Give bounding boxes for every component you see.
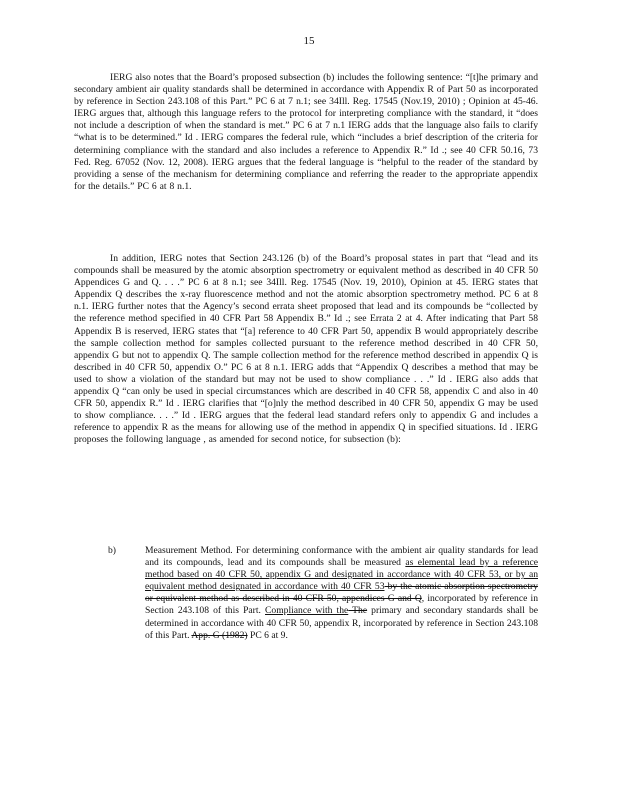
proposed-amendment xyxy=(145,545,538,642)
amendment-standards: primary and secondary standards shall be determined in accordance with 40 CFR 50, appendix R, incorporated by reference in Section 243.108 of this Part. xyxy=(145,605,538,641)
inserted-text-compliance: Compliance with the xyxy=(265,605,349,617)
page-number: 15 xyxy=(303,35,315,47)
deleted-text-the: The xyxy=(348,605,368,617)
deleted-text-method: by the atomic absorption spectrometry or equivalent method as described in 40 CFR 50, appendices G and Q xyxy=(145,581,538,605)
paragraph-ierg-notes: IERG also notes that the Board’s proposed subsection (b) includes the following sentence: “[t]he primary and secondary ambient air quality standards shall be determined in accordance with Appendix R of Part 50 as incorporated by reference in Section 243.108 of this Part.” PC 6 at 7 n.1; see 34Ill. Reg. 17545 (Nov.19, 2010) ; Opinion at 45-46. IERG argues that, although this language refers to the protocol for interpreting compliance with the standard, it “does not include a description of when the standard is met.” PC 6 at 7 n.1 IERG adds that the language also fails to clarify “what is to be determined.” Id . IERG compares the federal rule, which “includes a brief description of the criteria for determining compliance with the standard and also includes a reference to Appendix R.” Id .; see 40 CFR 50.16, 73 Fed. Reg. 67052 (Nov. 12, 2008). IERG argues that the federal language is “helpful to the reader of the standard by providing a sense of the mechanism for determining compliance and referring the reader to the appropriate appendix for the details.” PC 6 at 8 n.1. xyxy=(74,72,538,192)
amendment-citation: PC 6 at 9. xyxy=(247,629,288,641)
amendment-incorporation: , incorporated by reference in Section 243.108 of this Part. xyxy=(145,593,538,617)
paragraph-ierg-addition: In addition, IERG notes that Section 243.126 (b) of the Board’s proposal states in part that “lead and its compounds shall be measured by the atomic absorption spectrometry or equivalent method as described in 40 CFR 50 Appendices G and Q. . . .” PC 6 at 8 n.1; see 34Ill. Reg. 17545 (Nov. 19, 2010), Opinion at 45. IERG states that Appendix Q describes the x-ray fluorescence method and not the atomic absorption spectrometry method. PC 6 at 8 n.1. IERG further notes that the Agency’s second errata sheet proposed that lead and its compounds be “collected by the reference method specified in 40 CFR Part 58 Appendix B.” Id .; see Errata 2 at 4. After indicating that Part 58 Appendix B is reserved, IERG states that “[a] reference to 40 CFR Part 50, appendix B would appropriately describe the sample collection method for samples collected pursuant to the reference method described in 40 CFR 50, appendix G but not to appendix Q. The sample collection method for the reference method described in appendix Q is described in 40 CFR 50, appendix O.” PC 6 at 8 n.1. IERG adds that “Appendix Q describes a method that may be used to show a violation of the standard but may not be used to show compliance . . .” Id . IERG also adds that appendix Q “can only be used in special circumstances which are described in 40 CFR 58, appendix C and also in 40 CFR 50, appendix R.” Id . IERG clarifies that “[o]nly the method described in 40 CFR 50, appendix G may be used to show compliance. . . .” Id . IERG argues that the federal lead standard refers only to appendix G and includes a reference to appendix R as the means for allowing use of the method in appendix Q in specified situations. Id . IERG proposes the following language , as amended for second notice, for subsection (b): xyxy=(74,253,538,446)
amendment-intro: Measurement Method. For determining conformance with the ambient air quality standards for lead and its compounds, lead and its compounds shall be measured xyxy=(145,545,538,569)
deleted-text-app-g: App. G (1982) xyxy=(191,629,248,641)
inserted-text-method: as elemental lead by a reference method based on 40 CFR 50, appendix G and designated in accordance with 40 CFR 53, or by an equivalent method designated in accordance with 40 CFR 53 xyxy=(145,557,538,593)
subsection-label: b) xyxy=(108,545,116,556)
